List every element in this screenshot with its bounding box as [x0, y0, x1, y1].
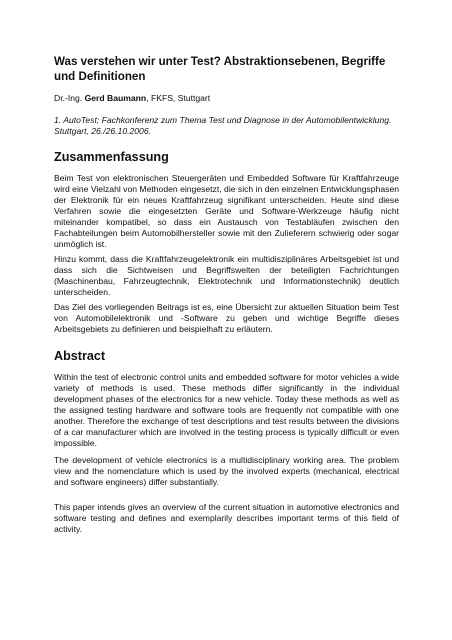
section-heading-abstract: Abstract [54, 349, 106, 363]
abstract-paragraph-2: The development of vehicle electronics is a multidisciplinary working area. The problem view and the nomenclature which is used by the involved experts (mechanical, electrical and software engineers) differ substantially. [54, 455, 399, 487]
author-name: Gerd Baumann [84, 93, 147, 103]
zusammenfassung-paragraph-1: Beim Test von elektronischen Steuergeräten und Embedded Software für Kraftfahrzeuge wird eine Vielzahl von Methoden eingesetzt, die sich in den einzelnen Entwicklungsphasen der Elektronik für ein neues Kraftfahrzeug signifikant unterscheiden. Heute sind diese Verfahren sowie die eingesetzten Geräte und Software-Werkzeuge häufig nicht miteinander kompatibel, so dass ein Austausch von Testabläufen zwischen den Fachabteilungen beim Automobilhersteller sowie mit den Zulieferern schwierig oder sogar unmöglich ist. [54, 173, 399, 249]
paper-title: Was verstehen wir unter Test? Abstraktionsebenen, Begriffe und Definitionen [54, 55, 386, 83]
author-prefix: Dr.-Ing. [54, 93, 85, 103]
section-heading-zusammenfassung: Zusammenfassung [54, 150, 169, 164]
zusammenfassung-paragraph-2: Hinzu kommt, dass die Kraftfahrzeugelektronik ein multidisziplinäres Arbeitsgebiet ist und dass sich die Sichtweisen und Begriffswelten der beteiligten Fachrichtungen (Maschinenbau, Fahrzeugtechnik, Elektrotechnik und Informationstechnik) deutlich unterscheiden. [54, 254, 399, 297]
author-line [54, 93, 399, 104]
author-affiliation: , FKFS, Stuttgart [146, 93, 211, 103]
conference-note: 1. AutoTest; Fachkonferenz zum Thema Test und Diagnose in der Automobilentwicklung. Stuttgart, 26./26.10.2006. [54, 115, 392, 136]
abstract-paragraph-1: Within the test of electronic control units and embedded software for motor vehicles a wide variety of methods is used. These methods differ significantly in the individual development phases of the electronics for a new vehicle. Today these methods as well as the assigned testing hardware and software tools are frequently not compatible with one another. Therefore the exchange of test descriptions and test results between the divisions of a car manufacturer which are involved in the testing process is typically difficult or even impossible. [54, 372, 399, 448]
abstract-paragraph-3: This paper intends gives an overview of the current situation in automotive electronics and software testing and defines and exemplarily describes important terms of this field of activity. [54, 502, 399, 534]
zusammenfassung-paragraph-3: Das Ziel des vorliegenden Beitrags ist es, eine Übersicht zur aktuellen Situation beim Test von Automobilelektronik und -Software zu geben und wichtige Begriffe dieses Arbeitsgebiets zu definieren und beispielhaft zu erläutern. [54, 302, 399, 334]
